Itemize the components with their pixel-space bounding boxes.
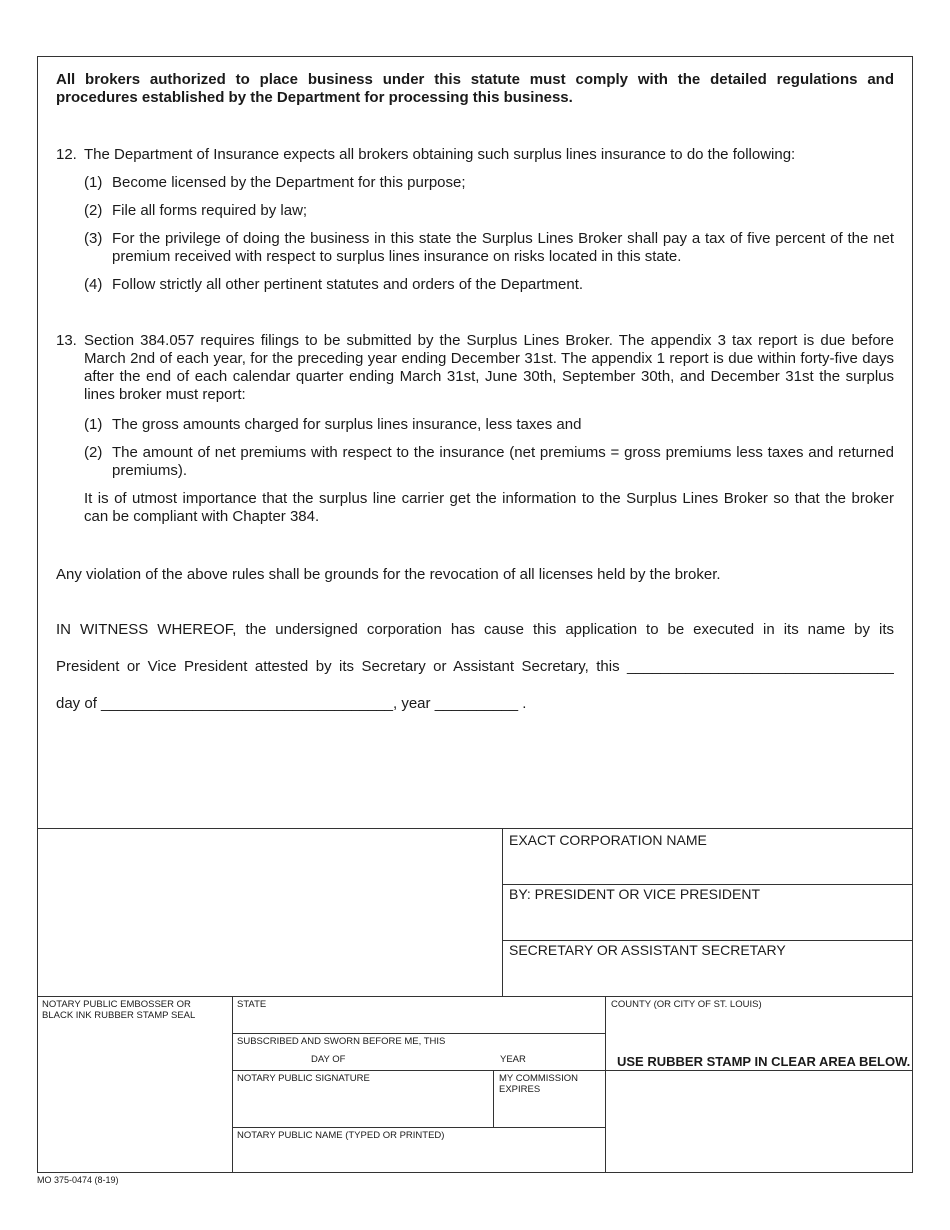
item-13-note xyxy=(84,490,894,526)
divider xyxy=(502,828,503,996)
item-12 xyxy=(56,146,894,164)
sub-text: For the privilege of doing the business in this state the Surplus Lines Broker shall pay a tax of five percent of the net premium received with respect to surplus lines insurance on risks located in this state. xyxy=(112,230,894,265)
day-of-field[interactable]: DAY OF xyxy=(311,1054,346,1065)
notary-seal-label: NOTARY PUBLIC EMBOSSER OR BLACK INK RUBBER STAMP SEAL xyxy=(42,999,196,1021)
intro-statement: All brokers authorized to place business under this statute must comply with the detailed regulations and procedures established by the Department for processing this business. xyxy=(56,71,894,106)
sub-number: (1) xyxy=(84,416,103,433)
item-13-number: 13. xyxy=(56,332,77,349)
divider xyxy=(605,996,606,1173)
item-13-sub-2 xyxy=(84,444,894,480)
corp-name-field[interactable]: EXACT CORPORATION NAME xyxy=(509,832,707,848)
sub-text: The gross amounts charged for surplus lines insurance, less taxes and xyxy=(112,416,582,433)
sub-text: The amount of net premiums with respect to the insurance (net premiums = gross premiums less taxes and returned premiums). xyxy=(112,444,894,479)
sub-number: (1) xyxy=(84,174,103,191)
divider xyxy=(232,1070,605,1071)
witness-line-1: IN WITNESS WHEREOF, the undersigned corporation has cause this application to be executed in its name by its xyxy=(56,621,894,638)
divider xyxy=(37,996,913,997)
secretary-signature-field[interactable]: SECRETARY OR ASSISTANT SECRETARY xyxy=(509,942,786,958)
item-13-text: Section 384.057 requires filings to be submitted by the Surplus Lines Broker. The appendix 3 tax report is due before March 2nd of each year, for the preceding year ending December 31st. The appendix 1 report is due within forty-five days after the end of each calendar quarter ending March 31st, June 30th, September 30th, and December 31st the surplus lines broker must report: xyxy=(84,332,894,403)
divider xyxy=(232,996,233,1173)
sub-number: (2) xyxy=(84,444,103,461)
item-12-sub-3 xyxy=(84,230,894,266)
sub-number: (4) xyxy=(84,276,103,293)
sub-text: File all forms required by law; xyxy=(112,202,308,219)
notary-name-field[interactable]: NOTARY PUBLIC NAME (TYPED OR PRINTED) xyxy=(237,1130,445,1141)
divider xyxy=(502,884,913,885)
stamp-note: USE RUBBER STAMP IN CLEAR AREA BELOW. xyxy=(617,1054,911,1069)
sub-text: Become licensed by the Department for this purpose; xyxy=(112,174,466,191)
witness-line-2[interactable]: President or Vice President attested by its Secretary or Assistant Secretary, this ________________________________ xyxy=(56,658,894,675)
item-12-text: The Department of Insurance expects all brokers obtaining such surplus lines insurance to do the following: xyxy=(84,146,796,163)
notary-signature-field[interactable]: NOTARY PUBLIC SIGNATURE xyxy=(237,1073,370,1084)
item-13-sub-1 xyxy=(84,416,894,434)
item-13 xyxy=(56,332,894,404)
item-12-sub-4 xyxy=(84,276,894,294)
sub-number: (2) xyxy=(84,202,103,219)
sub-number: (3) xyxy=(84,230,103,247)
president-signature-field[interactable]: BY: PRESIDENT OR VICE PRESIDENT xyxy=(509,886,761,902)
item-12-number: 12. xyxy=(56,146,77,163)
commission-expires-field[interactable]: MY COMMISSION EXPIRES xyxy=(499,1073,578,1095)
divider xyxy=(502,940,913,941)
violation-statement: Any violation of the above rules shall be grounds for the revocation of all licenses held by the broker. xyxy=(56,566,721,583)
note-text: It is of utmost importance that the surplus line carrier get the information to the Surplus Lines Broker so that the broker can be compliant with Chapter 384. xyxy=(84,490,894,525)
subscribed-label: SUBSCRIBED AND SWORN BEFORE ME, THIS xyxy=(237,1036,446,1047)
year-field[interactable]: YEAR xyxy=(500,1054,526,1065)
divider xyxy=(232,1033,605,1034)
item-12-sub-2 xyxy=(84,202,894,220)
item-12-sub-1 xyxy=(84,174,894,192)
divider xyxy=(232,1127,605,1128)
sub-text: Follow strictly all other pertinent statutes and orders of the Department. xyxy=(112,276,584,293)
divider xyxy=(493,1070,494,1127)
divider xyxy=(37,828,913,829)
county-field[interactable]: COUNTY (OR CITY OF ST. LOUIS) xyxy=(611,999,762,1010)
witness-line-3[interactable]: day of ___________________________________, year __________ . xyxy=(56,695,527,712)
form-id: MO 375-0474 (8-19) xyxy=(37,1175,119,1185)
state-field[interactable]: STATE xyxy=(237,999,267,1010)
